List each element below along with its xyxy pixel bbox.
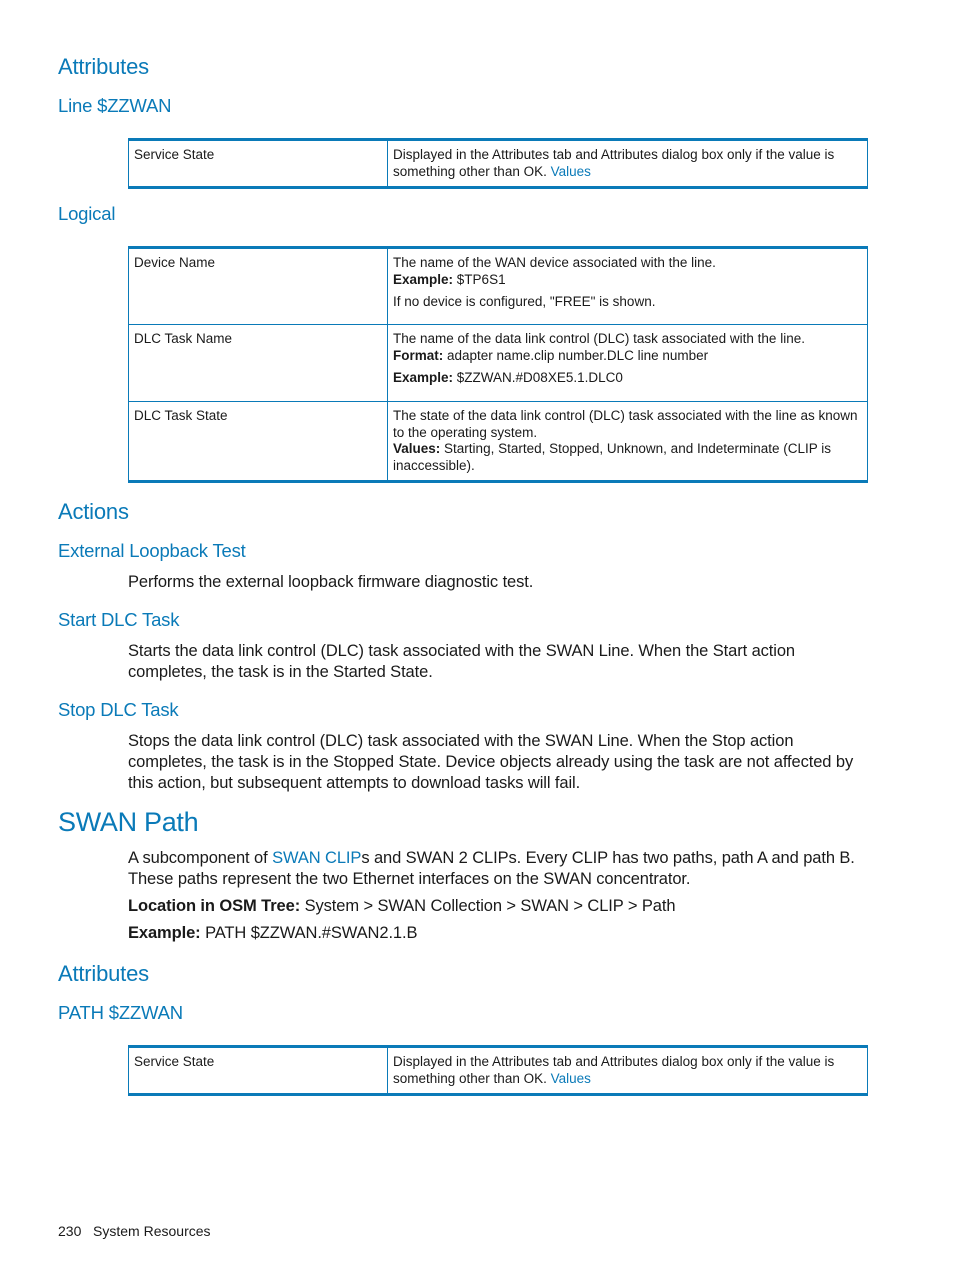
attributes-heading: Attributes xyxy=(58,54,149,79)
line-attributes-table xyxy=(128,138,868,189)
table-row xyxy=(129,140,868,188)
attribute-name: Service State xyxy=(129,140,388,188)
logical-heading: Logical xyxy=(58,203,116,224)
attribute-description xyxy=(388,248,868,325)
location-label: Location in OSM Tree: xyxy=(128,897,301,915)
attribute-description xyxy=(388,140,868,188)
attributes-heading-path: Attributes xyxy=(58,961,149,986)
stop-dlc-text: Stops the data link control (DLC) task associated with the SWAN Line. When the Stop action completes, the task is in the Stopped State. Device objects already using the task are not affected by this action, but subsequent attempts to download tasks will fail. xyxy=(128,732,854,792)
attribute-description xyxy=(388,1047,868,1095)
table-row xyxy=(129,325,868,402)
description-text: The state of the data link control (DLC) task associated with the line as known to the operating system. xyxy=(393,408,858,440)
values-link[interactable]: Values xyxy=(550,1070,591,1086)
attribute-name: Service State xyxy=(129,1047,388,1095)
values-label: Values: xyxy=(393,441,441,456)
attribute-description xyxy=(388,325,868,402)
attribute-name: DLC Task State xyxy=(129,402,388,482)
description-text: Displayed in the Attributes tab and Attributes dialog box only if the value is something other than OK. xyxy=(393,147,835,179)
path-attributes-table xyxy=(128,1045,868,1096)
values-link[interactable]: Values xyxy=(550,163,591,179)
swan-path-heading: SWAN Path xyxy=(58,807,199,837)
location-line xyxy=(128,896,868,917)
example-value: $TP6S1 xyxy=(456,271,506,287)
example-label: Example: xyxy=(393,271,454,287)
actions-heading: Actions xyxy=(58,499,129,524)
path-zzwan-heading: PATH $ZZWAN xyxy=(58,1002,183,1023)
footer-section-title: System Resources xyxy=(93,1223,211,1239)
format-label: Format: xyxy=(393,347,444,363)
swan-path-text-pre: A subcomponent of xyxy=(128,849,273,867)
attribute-description xyxy=(388,402,868,482)
start-dlc-heading: Start DLC Task xyxy=(58,609,180,630)
external-loopback-text: Performs the external loopback firmware diagnostic test. xyxy=(128,573,534,591)
format-value: adapter name.clip number.DLC line number xyxy=(447,347,709,363)
table-row xyxy=(129,248,868,325)
table-row xyxy=(129,1047,868,1095)
example-value: PATH $ZZWAN.#SWAN2.1.B xyxy=(205,924,418,942)
description-text: The name of the data link control (DLC) task associated with the line. xyxy=(393,331,805,346)
stop-dlc-heading: Stop DLC Task xyxy=(58,699,179,720)
attribute-name: Device Name xyxy=(129,248,388,325)
example-label: Example: xyxy=(393,370,454,385)
swan-path-description xyxy=(128,848,868,890)
example-label: Example: xyxy=(128,924,201,942)
example-line xyxy=(128,923,868,944)
note-text: If no device is configured, "FREE" is shown. xyxy=(393,294,656,309)
table-row xyxy=(129,402,868,482)
start-dlc-text: Starts the data link control (DLC) task associated with the SWAN Line. When the Start action completes, the task is in the Started State. xyxy=(128,642,795,681)
logical-attributes-table xyxy=(128,246,868,483)
description-text: Displayed in the Attributes tab and Attributes dialog box only if the value is something other than OK. xyxy=(393,1054,835,1086)
attribute-name: DLC Task Name xyxy=(129,325,388,402)
page-footer xyxy=(58,1223,211,1239)
external-loopback-heading: External Loopback Test xyxy=(58,540,246,561)
swan-clip-link[interactable]: SWAN CLIP xyxy=(272,849,362,867)
description-text: The name of the WAN device associated with the line. xyxy=(393,255,716,270)
values-value: Starting, Started, Stopped, Unknown, and Indeterminate (CLIP is inaccessible). xyxy=(393,441,832,473)
swan-path-text-post: s and SWAN 2 CLIPs. Every CLIP has two paths, path A and path B. These paths represent the two Ethernet interfaces on the SWAN concentrator. xyxy=(128,849,855,888)
page-number: 230 xyxy=(58,1223,82,1239)
location-value: System > SWAN Collection > SWAN > CLIP > Path xyxy=(304,897,676,915)
line-zzwan-heading: Line $ZZWAN xyxy=(58,95,172,116)
example-value: $ZZWAN.#D08XE5.1.DLC0 xyxy=(456,370,623,385)
